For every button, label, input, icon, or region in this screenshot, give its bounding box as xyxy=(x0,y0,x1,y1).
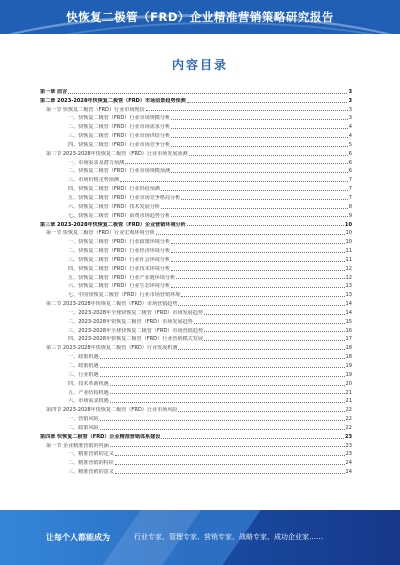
toc-entry-title: 二、精准营销的特征 xyxy=(68,460,114,467)
toc-entry-title: 第四节 2023-2028年快恢复二极管（FRD）行业市场风险 xyxy=(46,407,178,414)
toc-page-number: 22 xyxy=(345,407,352,414)
toc-leader-dots xyxy=(171,216,348,217)
toc-entry[interactable] xyxy=(40,95,352,104)
toc-entry[interactable] xyxy=(40,148,352,157)
toc-entry-title: 三、行业机遇 xyxy=(68,371,99,378)
toc-leader-dots xyxy=(187,225,344,226)
toc-page-number: 3 xyxy=(348,115,352,122)
toc-entry-title: 第一节 快恢复二极管（FRD）行业宏观环境分析 xyxy=(46,230,155,237)
toc-page-number: 19 xyxy=(345,371,352,378)
toc-leader-dots xyxy=(161,208,348,209)
toc-leader-dots xyxy=(100,367,345,368)
toc-page-number: 12 xyxy=(345,265,352,272)
toc-page-number: 16 xyxy=(345,327,352,334)
toc-entry-title: 四、快恢复二极管（FRD）行业市场竞争分析 xyxy=(68,141,171,148)
toc-page-number: 4 xyxy=(348,124,352,131)
toc-page-number: 10 xyxy=(344,221,352,228)
report-title: 快恢复二极管（FRD）企业精准营销策略研究报告 xyxy=(66,10,334,24)
toc-entry-title: 一、快恢复二极管（FRD）行业市场规模分析 xyxy=(68,115,171,122)
toc-leader-dots xyxy=(178,411,344,412)
toc-page-number: 7 xyxy=(348,194,352,201)
toc-leader-dots xyxy=(171,137,348,138)
toc-entry-title: 第三章 2023-2028年快恢复二极管（FRD）企业营销环境分析 xyxy=(40,221,186,228)
toc-entry-title: 七、快恢复二极管（FRD）消费市场趋势分析 xyxy=(68,212,171,219)
toc-entry-title: 二、2023-2028年快恢复二极管（FRD）市场发展趋势 xyxy=(68,318,193,325)
toc-leader-dots xyxy=(115,464,345,465)
toc-entry[interactable] xyxy=(40,449,352,458)
toc-page-number: 21 xyxy=(345,398,352,405)
footer-banner xyxy=(0,510,400,565)
toc-entry-title: 四、快恢复二极管（FRD）行业技术环境分析 xyxy=(68,265,171,272)
toc-entry[interactable] xyxy=(40,457,352,466)
toc-page-number: 11 xyxy=(345,248,352,255)
toc-page-number: 15 xyxy=(345,318,352,325)
toc-entry[interactable] xyxy=(40,157,352,166)
toc-entry-title: 四、快恢复二极管（FRD）行业供给预测 xyxy=(68,186,160,193)
toc-entry[interactable] xyxy=(40,113,352,122)
toc-entry[interactable] xyxy=(40,272,352,281)
toc-leader-dots xyxy=(176,278,344,279)
footer-experts: 行业专家、管理专家、营销专家、战略专家、成功企业家…… xyxy=(134,533,323,541)
toc-leader-dots xyxy=(171,119,348,120)
toc-page-number: 21 xyxy=(345,389,352,396)
toc-entry-title: 一、营销风险 xyxy=(68,416,99,423)
toc-entry[interactable] xyxy=(40,166,352,175)
toc-page-number: 24 xyxy=(345,469,352,476)
toc-entry-title: 一、快恢复二极管（FRD）行业政策环境分析 xyxy=(68,239,171,246)
toc-entry[interactable] xyxy=(40,360,352,369)
toc-leader-dots xyxy=(178,305,344,306)
toc-entry-title: 三、精准营销的意义 xyxy=(68,469,114,476)
toc-entry[interactable] xyxy=(40,192,352,201)
toc-leader-dots xyxy=(171,128,348,129)
toc-entry-title: 四、2023-2028年快恢复二极管（FRD）行业营销模式发展 xyxy=(68,336,203,343)
toc-leader-dots xyxy=(181,296,344,297)
toc-page-number: 3 xyxy=(348,97,352,104)
toc-entry-title: 一、精准营销的定义 xyxy=(68,451,114,458)
toc-entry[interactable] xyxy=(40,440,352,449)
toc-leader-dots xyxy=(100,429,345,430)
toc-entry-title: 六、快恢复二极管（FRD）行业生态环境分析 xyxy=(68,283,171,290)
toc-page-number: 7 xyxy=(348,186,352,193)
toc-entry[interactable] xyxy=(40,378,352,387)
toc-entry[interactable] xyxy=(40,307,352,316)
toc-entry[interactable] xyxy=(40,245,352,254)
toc-entry[interactable] xyxy=(40,263,352,272)
toc-entry-title: 三、快恢复二极管（FRD）行业社会环境分析 xyxy=(68,256,171,263)
toc-page-number: 13 xyxy=(345,283,352,290)
toc-entry-title: 六、快恢复二极管（FRD）技术发展分析 xyxy=(68,203,160,210)
toc-heading: 内容目录 xyxy=(171,58,228,72)
toc-page-number: 3 xyxy=(348,106,352,113)
toc-entry-title: 六、市场需求机遇 xyxy=(68,398,109,405)
toc-leader-dots xyxy=(100,358,345,359)
toc-leader-dots xyxy=(204,314,345,315)
toc-page-number: 11 xyxy=(345,256,352,263)
toc-page-number: 24 xyxy=(345,460,352,467)
toc-entry-title: 第一节 企业精准营销的内涵 xyxy=(46,442,109,449)
toc-page-number: 19 xyxy=(345,363,352,369)
toc-page-number: 3 xyxy=(348,88,352,95)
toc-entry[interactable] xyxy=(40,316,352,325)
toc-leader-dots xyxy=(171,287,344,288)
toc-entry-title: 二、政策机遇 xyxy=(68,363,99,369)
toc-entry-title: 五、快恢复二极管（FRD）行业产业链环境分析 xyxy=(68,274,176,281)
toc-page-number: 18 xyxy=(345,345,352,352)
toc-entry[interactable] xyxy=(40,342,352,351)
toc-entry[interactable] xyxy=(40,210,352,219)
toc-leader-dots xyxy=(171,243,344,244)
toc-leader-dots xyxy=(187,102,348,103)
toc-page-number: 12 xyxy=(345,274,352,281)
toc-leader-dots xyxy=(178,349,344,350)
toc-entry[interactable] xyxy=(40,334,352,343)
toc-entry[interactable] xyxy=(40,121,352,130)
toc-entry-title: 五、产业结构机遇 xyxy=(68,389,109,396)
toc-leader-dots xyxy=(171,172,348,173)
toc-entry[interactable] xyxy=(40,466,352,475)
toc-entry[interactable] xyxy=(40,254,352,263)
toc-entry-title: 七、中国快恢复二极管（FRD）行业市场营销环境 xyxy=(68,292,181,299)
toc-leader-dots xyxy=(171,252,344,253)
toc-entry[interactable] xyxy=(40,325,352,334)
table-of-contents xyxy=(40,86,352,475)
toc-entry[interactable] xyxy=(40,86,352,95)
footer-slogan: 让每个人都能成为 xyxy=(46,533,110,542)
toc-entry-title: 三、快恢复二极管（FRD）行业市场供给分析 xyxy=(68,133,171,140)
toc-page-number: 8 xyxy=(348,203,352,210)
toc-entry[interactable] xyxy=(40,183,352,192)
toc-entry-title: 一、市场需求及潜力预测 xyxy=(68,159,125,166)
toc-entry-title: 四、技术革新机遇 xyxy=(68,380,109,387)
toc-leader-dots xyxy=(110,446,345,447)
toc-page-number: 23 xyxy=(345,442,352,449)
toc-entry-title: 第二节 2023-2028年快恢复二极管（FRD）市场营销趋势 xyxy=(46,301,178,308)
toc-page-number: 10 xyxy=(345,239,352,246)
toc-entry-title: 第四章 快恢复二极管（FRD）企业精准营销体系建设 xyxy=(40,433,161,440)
toc-entry[interactable] xyxy=(40,431,352,440)
toc-page-number: 13 xyxy=(345,292,352,299)
toc-page-number: 22 xyxy=(345,416,352,423)
toc-entry-title: 第三节 2023-2028年快恢复二极管（FRD）行业发展机遇 xyxy=(46,345,178,352)
toc-leader-dots xyxy=(110,393,345,394)
toc-leader-dots xyxy=(171,261,344,262)
toc-leader-dots xyxy=(146,110,348,111)
toc-entry-title: 第一章 前言 xyxy=(40,88,68,95)
toc-entry[interactable] xyxy=(40,201,352,210)
toc-entry[interactable] xyxy=(40,413,352,422)
toc-page-number: 22 xyxy=(345,424,352,431)
toc-page-number: 17 xyxy=(345,336,352,343)
toc-leader-dots xyxy=(120,181,348,182)
toc-page-number: 6 xyxy=(348,159,352,166)
toc-entry-title: 第二节 2023-2028年快恢复二极管（FRD）行业市场发展预测 xyxy=(46,150,188,157)
toc-page-number: 23 xyxy=(345,451,352,458)
toc-page-number: 6 xyxy=(348,168,352,175)
toc-entry-title: 二、快恢复二极管（FRD）行业市场需求分析 xyxy=(68,124,171,131)
toc-entry[interactable] xyxy=(40,387,352,396)
toc-entry-title: 五、快恢复二极管（FRD）行业市场竞争格局分析 xyxy=(68,194,181,201)
toc-entry[interactable] xyxy=(40,289,352,298)
toc-page-number: 14 xyxy=(345,309,352,316)
toc-leader-dots xyxy=(110,385,345,386)
toc-entry[interactable] xyxy=(40,422,352,431)
report-header xyxy=(0,0,400,34)
toc-leader-dots xyxy=(189,155,348,156)
toc-entry[interactable] xyxy=(40,404,352,413)
toc-leader-dots xyxy=(204,340,345,341)
toc-entry[interactable] xyxy=(40,228,352,237)
toc-entry[interactable] xyxy=(40,236,352,245)
toc-page-number: 20 xyxy=(345,380,352,387)
toc-page-number: 23 xyxy=(344,433,352,440)
toc-entry[interactable] xyxy=(40,104,352,113)
toc-leader-dots xyxy=(100,420,345,421)
toc-page-number: 4 xyxy=(348,133,352,140)
toc-leader-dots xyxy=(68,93,347,94)
toc-page-number: 14 xyxy=(345,301,352,308)
toc-entry[interactable] xyxy=(40,130,352,139)
toc-entry-title: 二、快恢复二极管（FRD）行业经济环境分析 xyxy=(68,248,171,255)
toc-entry[interactable] xyxy=(40,396,352,405)
toc-entry-title: 一、政策机遇 xyxy=(68,354,99,361)
toc-leader-dots xyxy=(125,163,348,164)
toc-entry-title: 二、政策风险 xyxy=(68,424,99,431)
toc-leader-dots xyxy=(194,323,345,324)
toc-entry-title: 二、快恢复二极管（FRD）行业市场规模预测 xyxy=(68,168,171,175)
toc-entry[interactable] xyxy=(40,219,352,228)
toc-leader-dots xyxy=(161,438,344,439)
toc-page-number: 6 xyxy=(348,150,352,157)
toc-leader-dots xyxy=(115,473,345,474)
toc-leader-dots xyxy=(204,331,345,332)
toc-entry[interactable] xyxy=(40,369,352,378)
toc-leader-dots xyxy=(171,146,348,147)
toc-leader-dots xyxy=(115,455,345,456)
toc-leader-dots xyxy=(161,190,348,191)
toc-entry[interactable] xyxy=(40,351,352,360)
toc-page-number: 18 xyxy=(345,354,352,361)
toc-entry-title: 三、市场价格走势预测 xyxy=(68,177,119,184)
toc-leader-dots xyxy=(110,402,345,403)
toc-entry-title: 一、2023-2028年全球快恢复二极管（FRD）市场发展趋势 xyxy=(68,309,203,316)
toc-entry-title: 第一节 快恢复二极管（FRD）行业市场现状 xyxy=(46,106,145,113)
toc-page-number: 10 xyxy=(345,230,352,237)
toc-entry[interactable] xyxy=(40,298,352,307)
toc-leader-dots xyxy=(181,199,347,200)
toc-leader-dots xyxy=(156,234,345,235)
toc-leader-dots xyxy=(100,376,345,377)
toc-page-number: 7 xyxy=(348,177,352,184)
toc-page-number: 5 xyxy=(348,141,352,148)
toc-entry-title: 三、2023-2028年全球快恢复二极管（FRD）市场营销趋势 xyxy=(68,327,203,334)
toc-entry-title: 第二章 2023-2028年快恢复二极管（FRD）市场前景趋势预测 xyxy=(40,97,186,104)
toc-entry[interactable] xyxy=(40,139,352,148)
toc-leader-dots xyxy=(171,270,344,271)
toc-entry[interactable] xyxy=(40,281,352,290)
toc-page-number: 9 xyxy=(348,212,352,219)
toc-entry[interactable] xyxy=(40,174,352,183)
